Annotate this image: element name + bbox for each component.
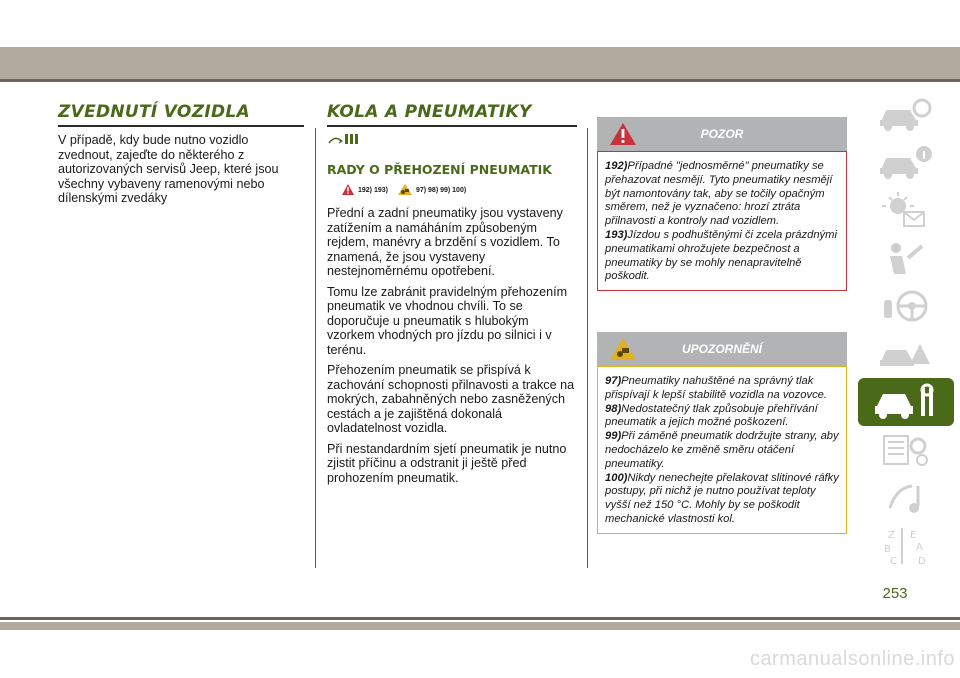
header-rule [0,79,960,82]
warning-triangle-icon [397,183,413,198]
item-number: 100) [605,471,628,484]
heading-rule [58,125,304,127]
warning-item [605,403,839,431]
tab-multimedia[interactable] [858,474,954,522]
chapter-tabs [858,90,954,570]
watermark: carmanualsonline.info [749,648,955,670]
emergency-car-icon [876,334,936,374]
item-text: Při záměně pneumatik dodržujte strany, aby nedocházelo ke změně směru otáčení pneumatiky. [605,430,839,470]
svg-text:Z: Z [888,530,895,541]
danger-box [597,117,847,291]
steering-wheel-icon [876,286,936,326]
danger-refs: 192) 193) [358,187,388,194]
page-number: 253 [882,585,908,602]
warning-item [605,472,839,527]
item-text: Nikdy nenechejte přelakovat slitinové ráfky postupy, při nichž je nutno používat teploty vyšší než 150 °C. Mohly by se poškodit mechanické vlastnosti kol. [605,471,839,525]
item-text: Jízdou s podhuštěnými či zcela prázdnými pneumatikami ohrožujete bezpečnost a pneumatiky by se mohly nenapravitelně poškodit. [605,228,837,283]
tab-index[interactable] [858,522,954,570]
column-divider [587,128,588,568]
alphabet-index-icon [876,524,936,568]
music-note-icon [876,478,936,518]
danger-item [605,160,839,229]
section-heading-lifting: ZVEDNUTÍ VOZIDLA [58,102,250,122]
item-text: Pneumatiky nahuštěné na správný tlak přispívají k lepší stabilitě vozidla na vozovce. [605,375,827,401]
item-number: 97) [605,375,622,387]
subheading-rotation: RADY O PŘEHOZENÍ PNEUMATIK [327,162,552,177]
svg-text:B: B [884,544,891,555]
item-text: Případné "jednosměrné" pneumatiky se přehazovat nesmějí. Tyto pneumatiky nesmějí být namontovány tak, aby se točily opačným směrem, než je vyznačeno: hrozí ztráta přilnavosti a kontroly nad vozidlem. [605,160,833,228]
warning-item [605,430,839,471]
reference-markers [341,183,577,198]
column-lifting [58,102,304,212]
heading-rule [327,125,577,127]
danger-body [597,151,847,291]
warning-item [605,375,839,403]
item-number: 192) [605,160,628,172]
airbag-icon [876,238,936,278]
tire-rotation-icon [327,134,359,151]
wheels-paragraph-4: Při nestandardním sjetí pneumatik je nutno zjistit příčinu a odstranit ji ještě před prohozením pneumatik. [327,441,567,485]
warning-box [597,332,847,534]
warning-header [597,332,847,366]
tab-starting-driving[interactable] [858,282,954,330]
item-number: 193) [605,228,628,241]
car-search-icon [876,94,936,134]
car-info-icon [876,142,936,182]
footer-rule [0,617,960,620]
item-text: Nedostatečný tlak způsobuje přehřívání pneumatik a jejich možné poškození. [605,402,818,429]
warning-body [597,366,847,534]
footer-band [0,622,960,630]
tab-safety[interactable] [858,234,954,282]
column-wheels [327,102,577,491]
warning-light-icon [876,190,936,230]
car-wrench-icon [871,382,941,422]
wheels-paragraph-2: Tomu lze zabránit pravidelným přehozením pneumatik ve vhodnou chvíli. To se doporučuje u pneumatik s hlubokým vzorkem vhodných pro jízdu po silnici i v terénu. [327,284,568,357]
gear-list-icon [876,430,936,470]
tab-vehicle-knowledge[interactable] [858,90,954,138]
section-heading-wheels: KOLA A PNEUMATIKY [327,102,532,122]
warning-title: UPOZORNĚNÍ [681,342,762,356]
svg-text:E: E [910,530,917,541]
tab-lights-messages[interactable] [858,186,954,234]
item-number: 98) [605,402,622,415]
warning-refs: 97) 98) 99) 100) [415,187,467,194]
danger-title: POZOR [700,127,744,141]
danger-header [597,117,847,151]
column-divider [315,128,316,568]
tab-info[interactable] [858,138,954,186]
tab-maintenance[interactable] [858,378,954,426]
svg-text:D: D [918,556,926,567]
svg-text:C: C [890,556,897,567]
danger-triangle-icon [341,183,355,198]
header-band [0,47,960,79]
wheels-paragraph-3: Přehozením pneumatik se přispívá k zachování schopnosti přilnavosti a trakce na mokrých, zabahněných nebo zasněžených cestách a je zajištěná dokonalá ovladatelnost vozidla. [327,363,575,435]
svg-text:A: A [916,542,923,553]
lifting-paragraph: V případě, kdy bude nutno vozidlo zvednout, zajeďte do některého z autorizovaných servisů Jeep, které jsou všechny vybaveny ramenovými nebo dílenskými zvedáky [58,133,279,205]
item-number: 99) [605,430,622,443]
danger-item [605,229,839,284]
tab-emergency[interactable] [858,330,954,378]
wheels-paragraph-1: Přední a zadní pneumatiky jsou vystaveny zatížením a namáháním způsobeným rejdem, manévry a brzdění s vozidlem. To znamená, že jsou vystaveny nestejnoměrnému opotřebení. [327,206,563,278]
tab-technical-data[interactable] [858,426,954,474]
